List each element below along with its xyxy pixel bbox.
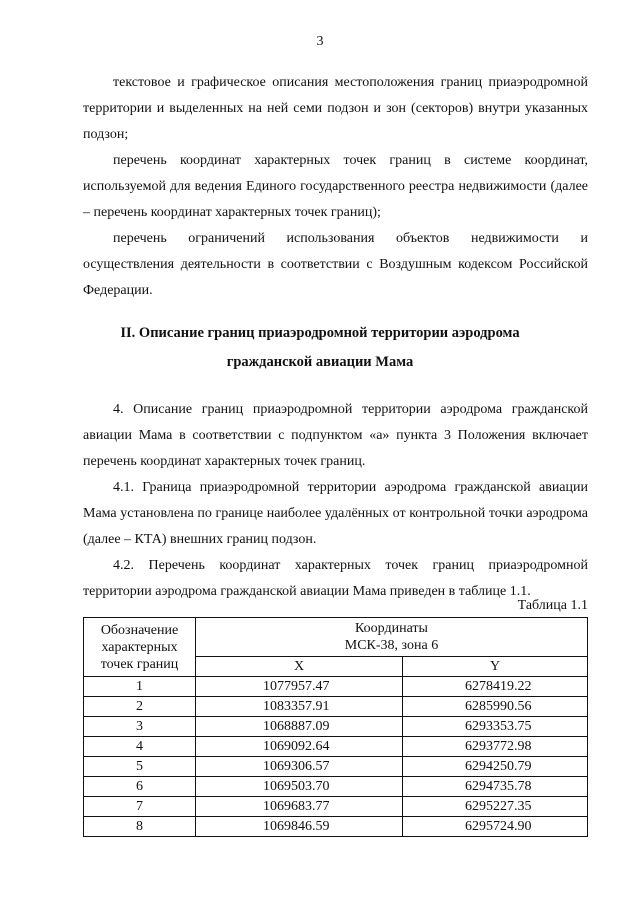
table-caption: Таблица 1.1	[517, 598, 588, 613]
point-number: 7	[84, 797, 196, 817]
table-row	[84, 757, 588, 777]
intro-list	[83, 70, 588, 304]
y-coordinate: 6294735.78	[403, 777, 588, 797]
y-column-header: Y	[403, 657, 588, 677]
point-number: 6	[84, 777, 196, 797]
point-number: 2	[84, 697, 196, 717]
y-coordinate: 6294250.79	[403, 757, 588, 777]
intro-paragraph: перечень координат характерных точек границ в системе координат, используемой для ведения Единого государственного реестра недвижимости (далее – перечень координат характерных точек границ);	[83, 153, 588, 220]
body-paragraph: 4.1. Граница приаэродромной территории аэродрома гражданской авиации Мама установлена по границе наиболее удалённых от контрольной точки аэродрома (далее – КТА) внешних границ подзон.	[83, 480, 588, 547]
table-row	[84, 797, 588, 817]
page-number: 3	[316, 34, 324, 49]
y-coordinate: 6293353.75	[403, 717, 588, 737]
coordinates-header	[196, 618, 588, 657]
coordinates-table	[83, 617, 588, 837]
intro-paragraph: текстовое и графическое описания местоположения границ приаэродромной территории и выделенных на ней семи подзон и зон (секторов) внутри указанных подзон;	[83, 75, 588, 142]
point-label-header	[84, 618, 196, 677]
x-coordinate: 1069306.57	[196, 757, 403, 777]
table-row	[84, 697, 588, 717]
coordinates-header-line: Координаты	[355, 621, 428, 636]
point-number: 1	[84, 677, 196, 697]
body-paragraph: 4. Описание границ приаэродромной территории аэродрома гражданской авиации Мама в соответствии с подпунктом «а» пункта 3 Положения включает перечень координат характерных точек границ.	[83, 402, 588, 469]
section-heading-line-1: II. Описание границ приаэродромной территории аэродрома	[120, 325, 520, 341]
intro-paragraph: перечень ограничений использования объектов недвижимости и осуществления деятельности в соответствии с Воздушным кодексом Российской Федерации.	[83, 231, 588, 298]
x-column-header: X	[196, 657, 403, 677]
table-row	[84, 817, 588, 837]
table-row	[84, 777, 588, 797]
x-coordinate: 1077957.47	[196, 677, 403, 697]
point-number: 8	[84, 817, 196, 837]
y-coordinate: 6295227.35	[403, 797, 588, 817]
table-row	[84, 717, 588, 737]
coordinates-header-line: МСК-38, зона 6	[344, 638, 439, 653]
point-label-header-line: Обозначение	[100, 622, 179, 638]
y-coordinate: 6285990.56	[403, 697, 588, 717]
point-number: 4	[84, 737, 196, 757]
body-paragraph: 4.2. Перечень координат характерных точек границ приаэродромной территории аэродрома гражданской авиации Мама приведен в таблице 1.1.	[83, 558, 588, 599]
x-coordinate: 1069092.64	[196, 737, 403, 757]
x-coordinate: 1069683.77	[196, 797, 403, 817]
table-row	[84, 737, 588, 757]
x-coordinate: 1069503.70	[196, 777, 403, 797]
x-coordinate: 1069846.59	[196, 817, 403, 837]
section-heading-line-2: гражданской авиации Мама	[226, 354, 414, 370]
x-coordinate: 1068887.09	[196, 717, 403, 737]
point-number: 5	[84, 757, 196, 777]
table-row	[84, 677, 588, 697]
point-label-header-line: характерных	[101, 639, 178, 655]
body-text	[83, 397, 588, 605]
y-coordinate: 6293772.98	[403, 737, 588, 757]
y-coordinate: 6278419.22	[403, 677, 588, 697]
point-number: 3	[84, 717, 196, 737]
x-coordinate: 1083357.91	[196, 697, 403, 717]
point-label-header-line: точек границ	[100, 656, 179, 672]
y-coordinate: 6295724.90	[403, 817, 588, 837]
